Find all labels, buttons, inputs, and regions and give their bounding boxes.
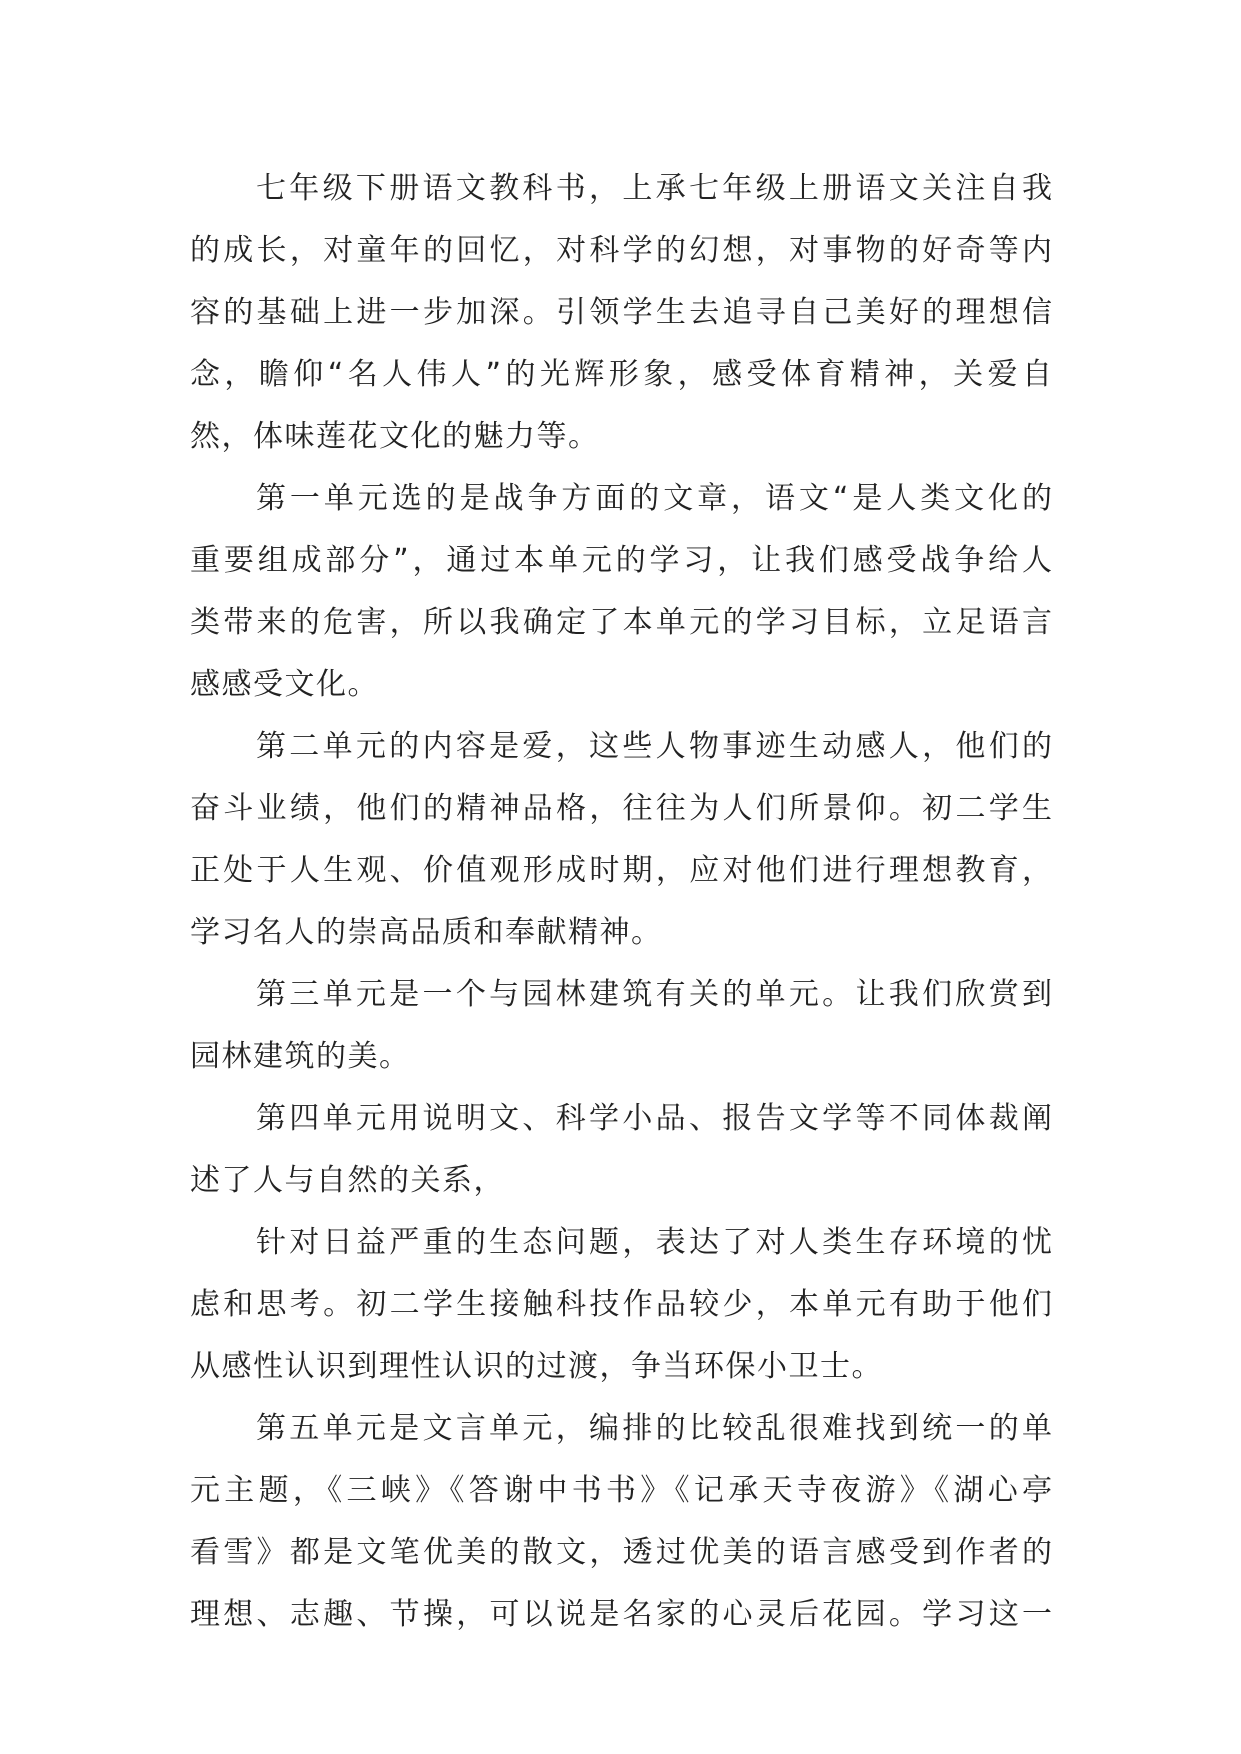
text-line: 第二单元的内容是爱，这些人物事迹生动感人，他们的: [256, 729, 1052, 764]
text-line: 学习名人的崇高品质和奉献精神。: [190, 915, 663, 950]
text-line: 第三单元是一个与园林建筑有关的单元。让我们欣赏到: [256, 977, 1052, 1012]
text-line: 理想、志趣、节操，可以说是名家的心灵后花园。学习这一: [190, 1597, 1052, 1632]
text-line: 奋斗业绩，他们的精神品格，往往为人们所景仰。初二学生: [190, 791, 1052, 826]
text-line: 元主题，《三峡》《答谢中书书》《记承天寺夜游》《湖心亭: [190, 1473, 1052, 1508]
text-line: 感感受文化。: [190, 667, 379, 702]
text-line: 第一单元选的是战争方面的文章，语文“是人类文化的: [256, 481, 1052, 516]
text-line: 重要组成部分”，通过本单元的学习，让我们感受战争给人: [190, 543, 1052, 578]
text-line: 然，体味莲花文化的魅力等。: [190, 419, 600, 454]
text-line: 类带来的危害，所以我确定了本单元的学习目标，立足语言: [190, 605, 1052, 640]
text-line: 念，瞻仰“名人伟人”的光辉形象，感受体育精神，关爱自: [190, 357, 1052, 392]
text-line: 容的基础上进一步加深。引领学生去追寻自己美好的理想信: [190, 295, 1052, 330]
text-line: 的成长，对童年的回忆，对科学的幻想，对事物的好奇等内: [190, 233, 1052, 268]
text-line: 第五单元是文言单元，编排的比较乱很难找到统一的单: [256, 1411, 1052, 1446]
document-body: [190, 158, 1052, 1646]
text-line: 从感性认识到理性认识的过渡，争当环保小卫士。: [190, 1349, 883, 1384]
text-line: 虑和思考。初二学生接触科技作品较少，本单元有助于他们: [190, 1287, 1052, 1322]
text-line: 七年级下册语文教科书，上承七年级上册语文关注自我: [256, 171, 1052, 206]
text-line: 看雪》都是文笔优美的散文，透过优美的语言感受到作者的: [190, 1535, 1052, 1570]
text-line: 述了人与自然的关系，: [190, 1163, 505, 1198]
text-line: 园林建筑的美。: [190, 1039, 411, 1074]
text-line: 正处于人生观、价值观形成时期，应对他们进行理想教育，: [190, 853, 1052, 888]
text-line: 第四单元用说明文、科学小品、报告文学等不同体裁阐: [256, 1101, 1052, 1136]
text-line: 针对日益严重的生态问题，表达了对人类生存环境的忧: [256, 1225, 1052, 1260]
